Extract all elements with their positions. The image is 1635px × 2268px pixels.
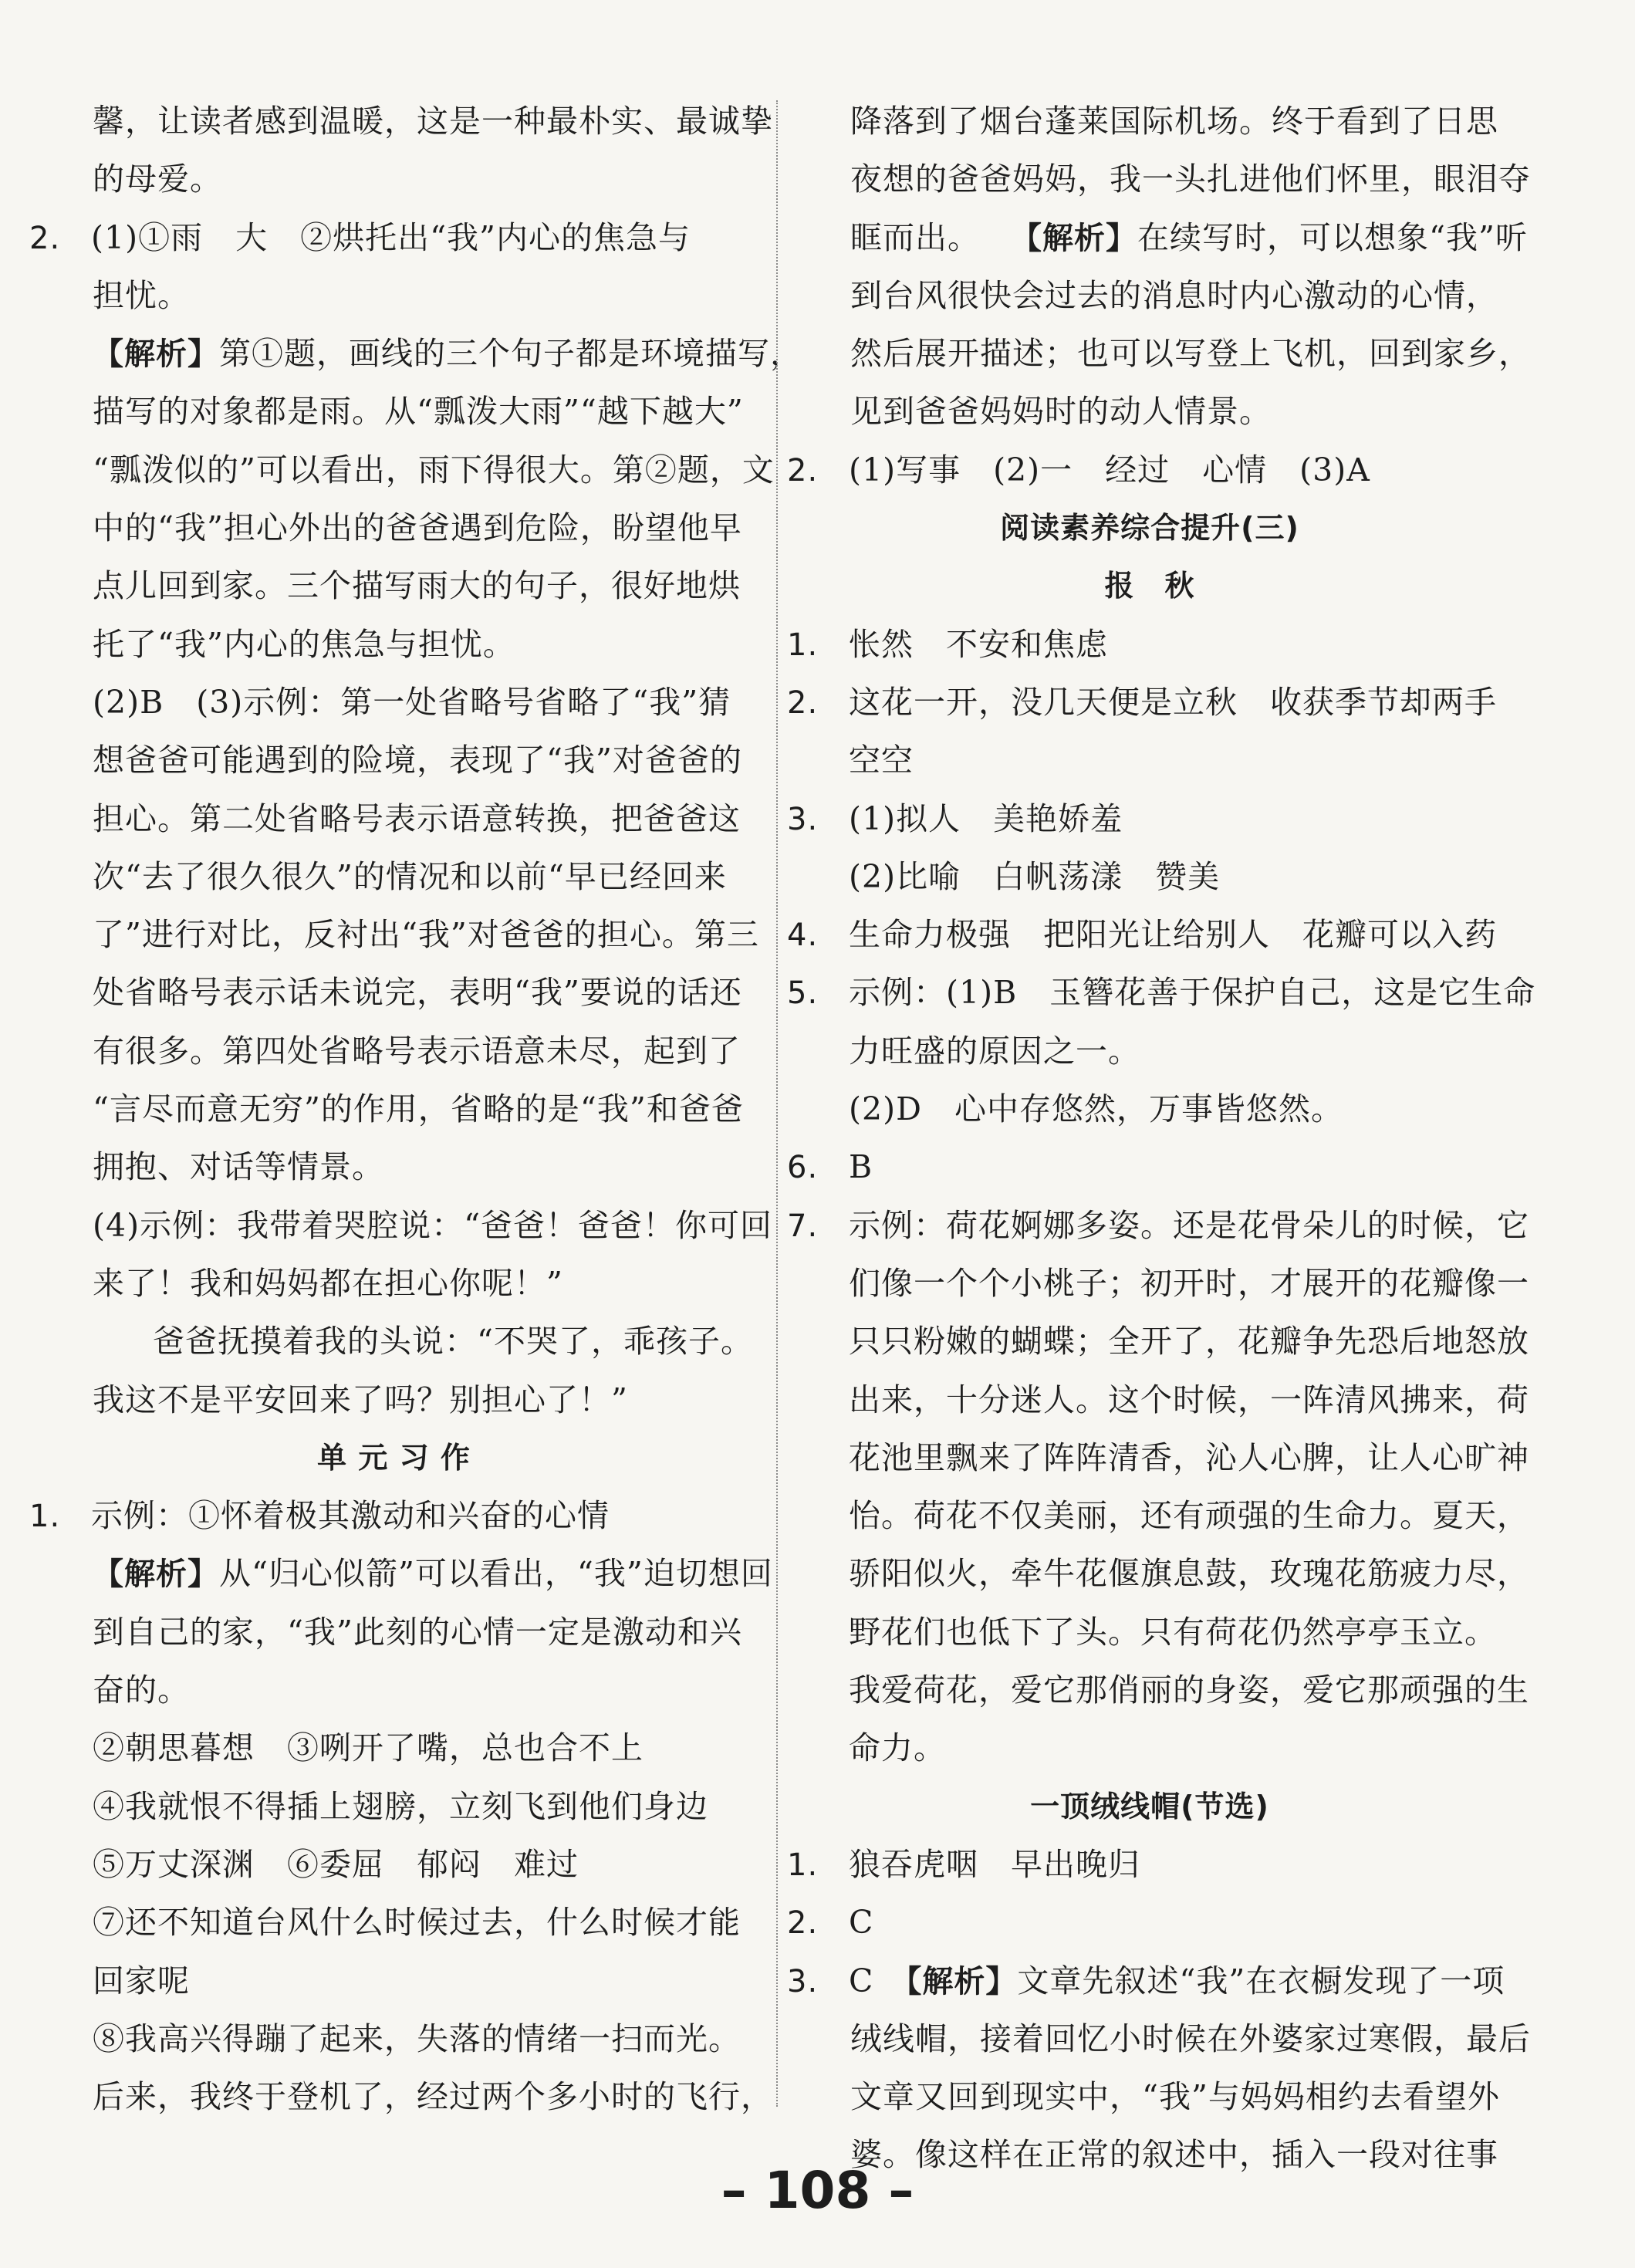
- text-line: 示例：(1)B 玉簪花善于保护自己，这是它生命: [849, 974, 1536, 1012]
- analysis-tag: 【解析】: [93, 336, 219, 373]
- answer-item-2: [29, 209, 758, 267]
- text-line: 力旺盛的原因之一。: [849, 1032, 1140, 1070]
- text-line: ⑦还不知道台风什么时候过去，什么时候才能: [93, 1904, 741, 1942]
- answer-line: [787, 1022, 1512, 1080]
- text-line: 眶而出。: [850, 218, 980, 256]
- text-line: 命力。: [849, 1729, 946, 1767]
- text-line: 回家呢: [93, 1962, 190, 1999]
- text-line: (2)比喻 白帆荡漾 赞美: [849, 857, 1221, 895]
- item-number: 3.: [787, 801, 819, 837]
- text-line: 我这不是平安回来了吗？别担心了！”: [93, 1381, 628, 1418]
- text-line: (1)写事 (2)一 经过 心情 (3)A: [849, 451, 1370, 488]
- text-line: 骄阳似火，牵牛花偃旗息鼓，玫瑰花筋疲力尽，: [849, 1555, 1529, 1593]
- article-title: 报 秋: [1104, 569, 1195, 603]
- text-line: 从“归心似箭”可以看出，“我”迫切想回: [219, 1555, 773, 1593]
- text-line: 然后展开描述；也可以写登上飞机，回到家乡，: [850, 335, 1531, 373]
- text-line: 奋的。: [93, 1671, 190, 1709]
- answer-item-3: [787, 1952, 1512, 2010]
- analysis-tag: 【解析】: [93, 1557, 219, 1593]
- page-number: – 108 –: [721, 2161, 914, 2220]
- text-line: C: [849, 1962, 907, 1999]
- text-line: 文章又回到现实中，“我”与妈妈相约去看望外: [850, 2078, 1500, 2116]
- text-line: ⑤万丈深渊 ⑥委屈 郁闷 难过: [93, 1845, 579, 1883]
- answer-line: [787, 1604, 1512, 1661]
- text-line: 只只粉嫩的蝴蝶；全开了，花瓣争先恐后地怒放: [849, 1323, 1529, 1360]
- answer-line: [787, 1487, 1529, 1545]
- answer-line: [787, 674, 1512, 732]
- article-title: 一顶绒线帽(节选): [1030, 1789, 1269, 1824]
- text-line: 担忧。: [93, 276, 190, 314]
- text-line: (1)拟人 美艳娇羞: [849, 799, 1123, 837]
- text-line: 想爸爸可能遇到的险境，表现了“我”对爸爸的: [93, 742, 742, 779]
- text-line: 婆。像这样在正常的叙述中，插入一段对往事: [850, 2136, 1498, 2174]
- answer-line: [787, 1894, 1512, 1952]
- answer-line: [787, 964, 1536, 1022]
- text-line: “瓢泼似的”可以看出，雨下得很大。第②题，文: [93, 451, 775, 488]
- analysis-line: [787, 209, 1528, 267]
- text-line: 们像一个个小桃子；初开时，才展开的花瓣像一: [849, 1264, 1529, 1302]
- text-line: 馨，让读者感到温暖，这是一种最朴实、最诚挚: [93, 103, 773, 140]
- text-line: B: [849, 1148, 873, 1186]
- text-line: 生命力极强 把阳光让给别人 花瓣可以入药: [849, 916, 1497, 954]
- text-line: C: [849, 1904, 874, 1942]
- answer-line: [787, 1080, 1512, 1138]
- answer-line: [787, 1371, 1529, 1429]
- left-column: [29, 93, 802, 2126]
- answer-line: [787, 790, 1512, 848]
- text-line: 绒线帽，接着回忆小时候在外婆家过寒假，最后: [850, 2020, 1531, 2057]
- text-line: 野花们也低下了头。只有荷花仍然亭亭玉立。: [849, 1613, 1497, 1651]
- text-line: 文章先叙述“我”在衣橱发现了一项: [1017, 1962, 1505, 1999]
- column-divider: [776, 100, 778, 2107]
- text-line: 降落到了烟台蓬莱国际机场。终于看到了日思: [850, 103, 1498, 140]
- text-line: 这花一开，没几天便是立秋 收获季节却两手: [849, 683, 1497, 721]
- text-line: “言尽而意无穷”的作用，省略的是“我”和爸爸: [93, 1090, 744, 1128]
- item-number: 1.: [787, 627, 819, 663]
- answer-list: [787, 616, 1536, 1778]
- text-line: 示例：荷花婀娜多姿。还是花骨朵儿的时候，它: [849, 1206, 1529, 1244]
- analysis-tag: 【解析】: [906, 1963, 1018, 1999]
- text-line: 出来，十分迷人。这个时候，一阵清风拂来，荷: [849, 1381, 1529, 1418]
- answer-line: [787, 1138, 1512, 1196]
- answer-line: [787, 848, 1512, 906]
- item-number: 2.: [787, 684, 819, 721]
- text-line: 夜想的爸爸妈妈，我一头扎进他们怀里，眼泪夺: [850, 161, 1531, 198]
- text-line: ⑧我高兴得蹦了起来，失落的情绪一扫而光。: [93, 2020, 741, 2057]
- answer-line: [787, 616, 1512, 674]
- text-line: 中的“我”担心外出的爸爸遇到危险，盼望他早: [93, 509, 742, 547]
- answer-line: [787, 1313, 1529, 1371]
- answer-line: [787, 1661, 1529, 1719]
- item-number: 6.: [787, 1150, 819, 1186]
- right-column: [787, 93, 1536, 2185]
- text-line: 到台风很快会过去的消息时内心激动的心情，: [850, 276, 1498, 314]
- text-line: 担心。第二处省略号表示语意转换，把爸爸这: [93, 799, 741, 837]
- text-line: ④我就恨不得插上翅膀，立刻飞到他们身边: [93, 1787, 708, 1825]
- text-line: 描写的对象都是雨。从“瓢泼大雨”“越下越大”: [93, 393, 744, 431]
- item-number: 1.: [29, 1499, 61, 1535]
- answer-item-2: [787, 441, 1512, 499]
- text-line: (1)①雨 大 ②烘托出“我”内心的焦急与: [91, 218, 691, 256]
- answer-line: [787, 1719, 1512, 1777]
- text-line: (2)D 心中存悠然，万事皆悠然。: [849, 1090, 1343, 1128]
- text-line: 来了！我和妈妈都在担心你呢！”: [93, 1264, 563, 1302]
- answer-line: [787, 1255, 1529, 1313]
- answer-line: [787, 1429, 1529, 1487]
- text-line: (2)B (3)示例：第一处省略号省略了“我”猜: [93, 683, 731, 721]
- text-line: 拥抱、对话等情景。: [93, 1148, 384, 1186]
- text-line: 花池里飘来了阵阵清香，沁人心脾，让人心旷神: [849, 1438, 1529, 1476]
- text-line: 怡。荷花不仅美丽，还有顽强的生命力。夏天，: [849, 1497, 1529, 1535]
- item-number: 2.: [29, 220, 61, 256]
- item-number: 7.: [787, 1208, 819, 1244]
- answer-line: [787, 1836, 1512, 1894]
- text-line: 见到爸爸妈妈时的动人情景。: [850, 393, 1272, 431]
- text-line: 后来，我终于登机了，经过两个多小时的飞行，: [93, 2078, 773, 2116]
- text-line: 第①题，画线的三个句子都是环境描写，: [219, 335, 802, 373]
- text-line: 有很多。第四处省略号表示语意未尽，起到了: [93, 1032, 741, 1070]
- item-number: 4.: [787, 918, 819, 954]
- text-line: 次“去了很久很久”的情况和以前“早已经回来: [93, 857, 727, 895]
- answer-line: [787, 1545, 1529, 1603]
- text-line: 到自己的家，“我”此刻的心情一定是激动和兴: [93, 1613, 742, 1651]
- text-line: (4)示例：我带着哭腔说：“爸爸！爸爸！你可回: [93, 1206, 773, 1244]
- text-line: ②朝思暮想 ③咧开了嘴，总也合不上: [93, 1729, 644, 1767]
- item-number: 2.: [787, 452, 819, 488]
- item-number: 5.: [787, 975, 819, 1012]
- text-line: 怅然 不安和焦虑: [849, 625, 1108, 663]
- text-line: 示例：①怀着极其激动和兴奋的心情: [91, 1497, 610, 1535]
- text-line: 托了“我”内心的焦急与担忧。: [93, 625, 515, 663]
- answer-line: [787, 732, 1512, 789]
- analysis-tag: 【解析】: [1011, 220, 1137, 256]
- text-line: 处省略号表示话未说完，表明“我”要说的话还: [93, 974, 742, 1012]
- text-line: 空空: [849, 742, 914, 779]
- analysis-line: [29, 1545, 773, 1603]
- section-heading: 单 元 习 作: [317, 1440, 471, 1475]
- answer-line: [787, 906, 1512, 964]
- item-number: 2.: [787, 1905, 819, 1942]
- answer-item-1: [29, 1487, 758, 1545]
- text-line: 了”进行对比，反衬出“我”对爸爸的担心。第三: [93, 916, 759, 954]
- section-heading: 阅读素养综合提升(三): [1000, 511, 1299, 546]
- answer-line: [787, 1197, 1529, 1255]
- text-line: 狼吞虎咽 早出晚归: [849, 1845, 1140, 1883]
- item-number: 1.: [787, 1847, 819, 1883]
- text-line: 的母爱。: [93, 161, 222, 198]
- item-number: 3.: [787, 1963, 819, 1999]
- text-line: 我爱荷花，爱它那俏丽的身姿，爱它那顽强的生: [849, 1671, 1529, 1709]
- text-line: 爸爸抚摸着我的头说：“不哭了，乖孩子。: [153, 1323, 753, 1360]
- text-line: 在续写时，可以想象“我”听: [1137, 218, 1528, 256]
- analysis-line: [29, 325, 802, 383]
- text-line: 点儿回到家。三个描写雨大的句子，很好地烘: [93, 567, 741, 605]
